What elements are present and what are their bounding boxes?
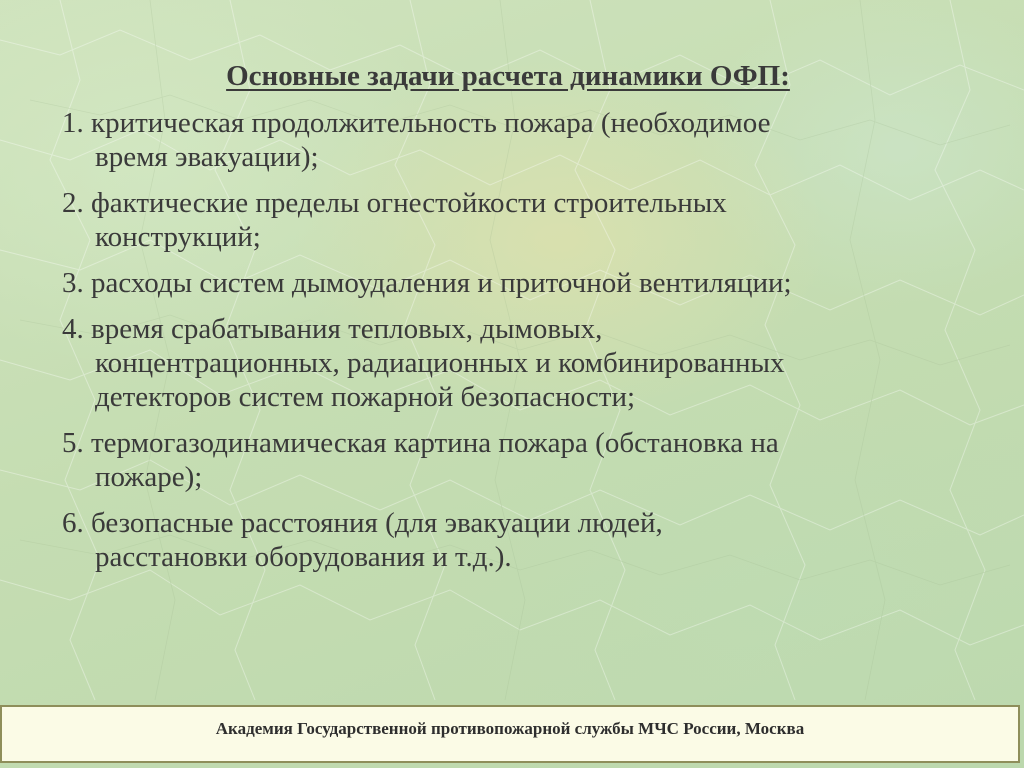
task-item-continuation: время эвакуации); — [95, 141, 319, 173]
task-item-text: 3. расходы систем дымоудаления и приточной вентиляции; — [62, 267, 792, 299]
task-item-text: 5. термогазодинамическая картина пожара (обстановка на — [62, 427, 779, 459]
slide-title: Основные задачи расчета динамики ОФП: — [226, 60, 790, 92]
task-item-text: 4. время срабатывания тепловых, дымовых, — [62, 313, 603, 345]
task-item-continuation: концентрационных, радиационных и комбинированных — [95, 347, 785, 379]
task-item-continuation: расстановки оборудования и т.д.). — [95, 541, 512, 573]
task-item-continuation: пожаре); — [95, 461, 203, 493]
task-item-continuation: конструкций; — [95, 221, 261, 253]
task-item-6 — [62, 506, 962, 574]
task-list — [62, 106, 962, 586]
task-item-5 — [62, 426, 962, 494]
task-item-2 — [62, 186, 962, 254]
task-item-text: 1. критическая продолжительность пожара (необходимое — [62, 107, 771, 139]
task-item-3 — [62, 266, 962, 300]
task-item-text: 2. фактические пределы огнестойкости строительных — [62, 187, 727, 219]
task-item-4 — [62, 312, 962, 414]
task-item-text: 6. безопасные расстояния (для эвакуации людей, — [62, 507, 663, 539]
footer-banner — [0, 705, 1020, 763]
task-item-1 — [62, 106, 962, 174]
task-item-continuation: детекторов систем пожарной безопасности; — [95, 381, 636, 413]
footer-text: Академия Государственной противопожарной службы МЧС России, Москва — [215, 719, 805, 738]
